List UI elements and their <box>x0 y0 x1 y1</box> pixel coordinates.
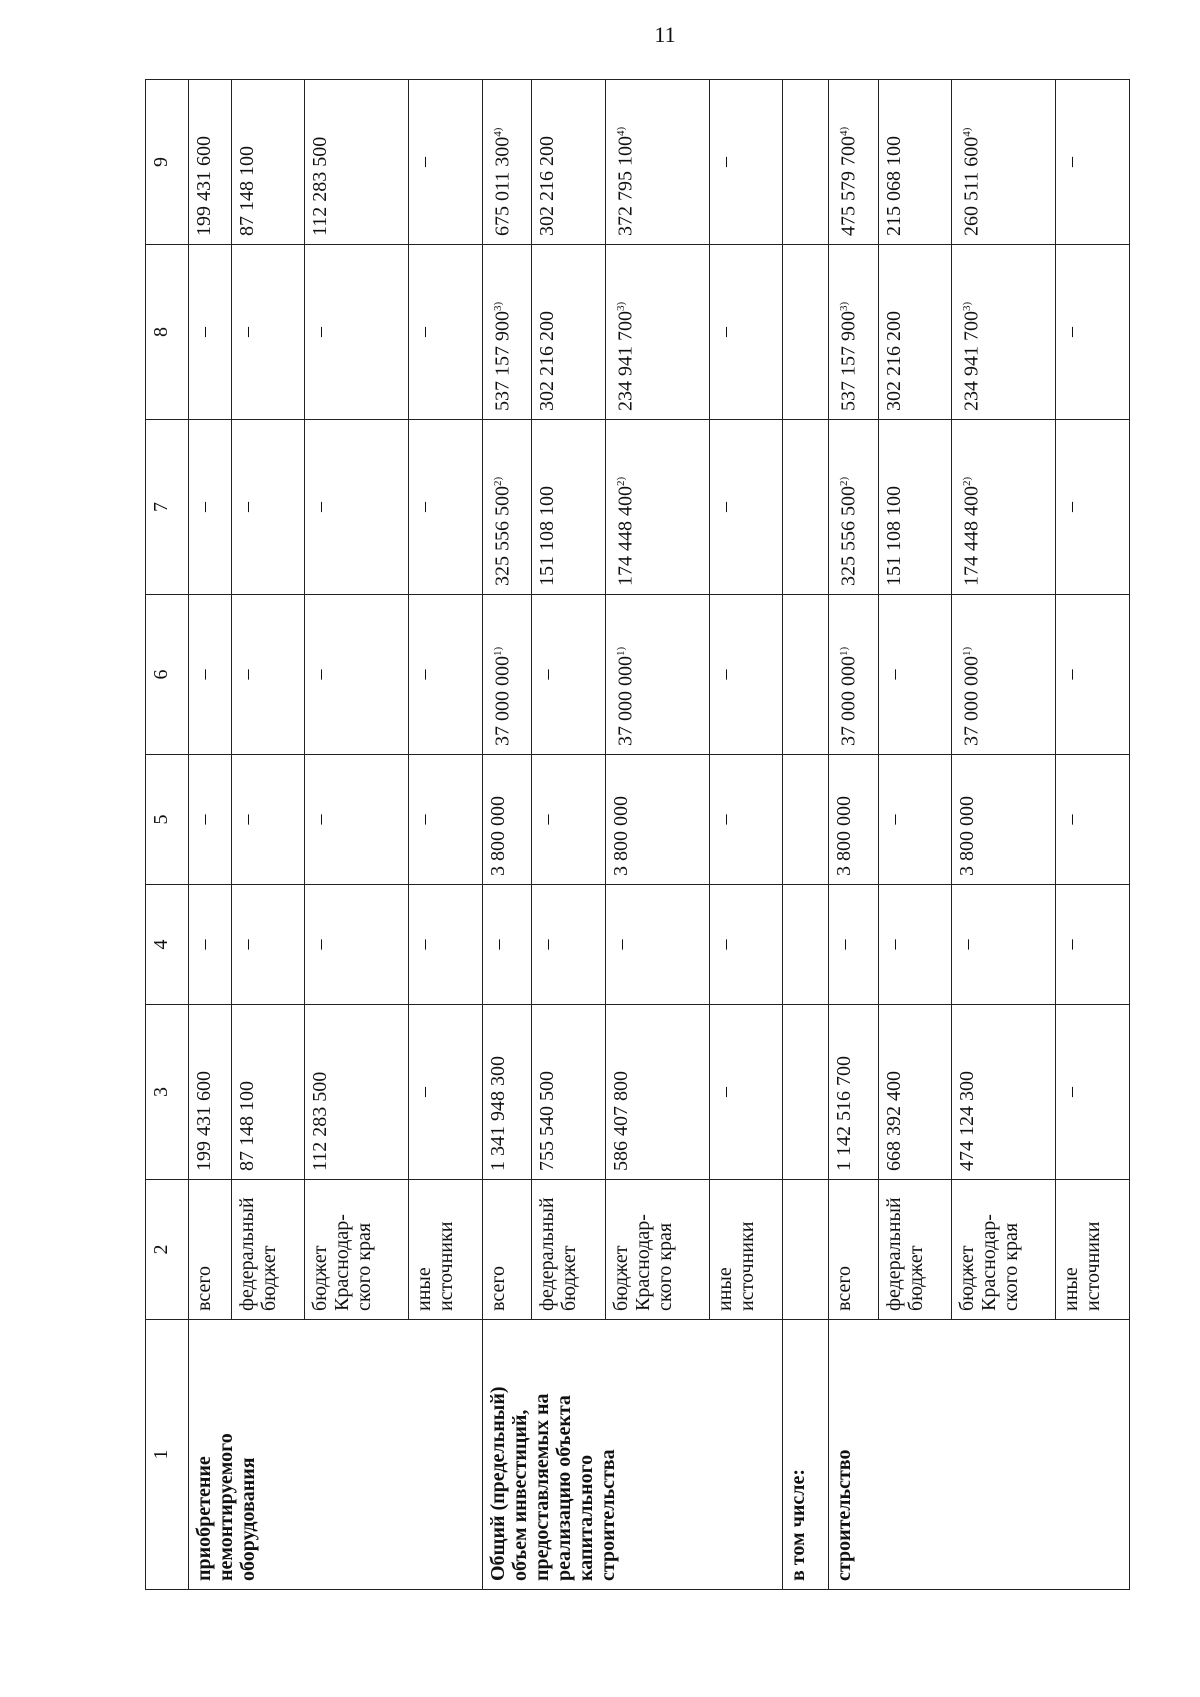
funding-source: федеральный бюджет <box>532 1180 606 1320</box>
amount-cell: – <box>709 755 783 885</box>
amount-cell: – <box>188 420 231 595</box>
funding-source: всего <box>482 1180 531 1320</box>
section-label: в том числе: <box>783 1320 829 1590</box>
amount-cell: – <box>709 1005 783 1180</box>
amount-cell: 325 556 500$^{2)}$ <box>829 420 878 595</box>
amount-cell: – <box>231 420 305 595</box>
amount-cell: 537 157 900$^{3)}$ <box>829 245 878 420</box>
amount-cell: 302 216 200 <box>532 80 606 245</box>
amount-cell: – <box>709 420 783 595</box>
funding-source: иные источники <box>1056 1180 1130 1320</box>
amount-cell: – <box>952 885 1056 1005</box>
funding-source: иные источники <box>709 1180 783 1320</box>
financing-table <box>145 79 1130 1590</box>
funding-source: всего <box>829 1180 878 1320</box>
amount-cell: – <box>188 755 231 885</box>
amount-cell: 37 000 000$^{1)}$ <box>829 595 878 755</box>
amount-cell: 1 341 948 300 <box>482 1005 531 1180</box>
header-cell: 6 <box>146 595 189 755</box>
footnote-mark: 2) <box>491 476 504 486</box>
amount-cell: – <box>709 595 783 755</box>
amount-cell: – <box>305 245 409 420</box>
row-group-name: строительство <box>829 1320 1130 1590</box>
amount-cell: – <box>409 885 483 1005</box>
amount-cell: – <box>409 420 483 595</box>
footnote-mark: 3) <box>961 301 974 311</box>
empty-cell <box>783 245 829 420</box>
funding-source: федеральный бюджет <box>878 1180 952 1320</box>
header-cell: 7 <box>146 420 189 595</box>
footnote-mark: 3) <box>491 301 504 311</box>
amount-cell: – <box>305 595 409 755</box>
table-row <box>829 80 878 1590</box>
amount-cell: 87 148 100 <box>231 80 305 245</box>
table-row <box>482 80 531 1590</box>
amount-cell: – <box>188 245 231 420</box>
amount-cell: 234 941 700$^{3)}$ <box>952 245 1056 420</box>
empty-cell <box>783 885 829 1005</box>
header-cell: 9 <box>146 80 189 245</box>
table-row <box>188 80 231 1590</box>
amount-cell: – <box>231 595 305 755</box>
amount-cell: 475 579 700$^{4)}$ <box>829 80 878 245</box>
amount-cell: – <box>878 885 952 1005</box>
amount-cell: 151 108 100 <box>878 420 952 595</box>
empty-cell <box>783 755 829 885</box>
funding-source: бюджет Краснодар-ского края <box>605 1180 709 1320</box>
footnote-mark: 2) <box>614 476 627 486</box>
amount-cell: 199 431 600 <box>188 1005 231 1180</box>
footnote-mark: 4) <box>614 126 627 136</box>
amount-cell: 586 407 800 <box>605 1005 709 1180</box>
rotated-table-stage <box>145 80 1130 1590</box>
amount-cell: 3 800 000 <box>482 755 531 885</box>
amount-cell: 325 556 500$^{2)}$ <box>482 420 531 595</box>
amount-cell: 234 941 700$^{3)}$ <box>605 245 709 420</box>
amount-cell: – <box>1056 755 1130 885</box>
amount-cell: 3 800 000 <box>952 755 1056 885</box>
amount-cell: – <box>231 755 305 885</box>
section-label-row <box>783 80 829 1590</box>
amount-cell: 755 540 500 <box>532 1005 606 1180</box>
footnote-mark: 3) <box>838 301 851 311</box>
amount-cell: 151 108 100 <box>532 420 606 595</box>
header-cell: 4 <box>146 885 189 1005</box>
amount-cell: – <box>188 885 231 1005</box>
amount-cell: 1 142 516 700 <box>829 1005 878 1180</box>
amount-cell: – <box>482 885 531 1005</box>
amount-cell: – <box>878 595 952 755</box>
footnote-mark: 3) <box>614 301 627 311</box>
footnote-mark: 1) <box>491 646 504 656</box>
row-group-name: Общий (предельный) объем инвестиций, предоставляемых на реализацию объекта капитального строительства <box>482 1320 782 1590</box>
amount-cell: – <box>1056 885 1130 1005</box>
amount-cell: 3 800 000 <box>829 755 878 885</box>
header-cell: 5 <box>146 755 189 885</box>
empty-cell <box>783 420 829 595</box>
amount-cell: – <box>1056 420 1130 595</box>
amount-cell: – <box>409 755 483 885</box>
amount-cell: – <box>188 595 231 755</box>
amount-cell: 260 511 600$^{4)}$ <box>952 80 1056 245</box>
row-group-name: приобретение немонтируемого оборудования <box>188 1320 482 1590</box>
amount-cell: 537 157 900$^{3)}$ <box>482 245 531 420</box>
amount-cell: 668 392 400 <box>878 1005 952 1180</box>
amount-cell: – <box>305 885 409 1005</box>
amount-cell: 112 283 500 <box>305 80 409 245</box>
page-number: 11 <box>654 22 676 47</box>
amount-cell: 302 216 200 <box>878 245 952 420</box>
amount-cell: – <box>409 245 483 420</box>
amount-cell: – <box>878 755 952 885</box>
amount-cell: – <box>231 885 305 1005</box>
amount-cell: 215 068 100 <box>878 80 952 245</box>
amount-cell: 3 800 000 <box>605 755 709 885</box>
amount-cell: 474 124 300 <box>952 1005 1056 1180</box>
amount-cell: – <box>409 1005 483 1180</box>
amount-cell: – <box>532 885 606 1005</box>
amount-cell: – <box>305 420 409 595</box>
empty-cell <box>783 595 829 755</box>
amount-cell: – <box>829 885 878 1005</box>
amount-cell: 372 795 100$^{4)}$ <box>605 80 709 245</box>
amount-cell: – <box>709 885 783 1005</box>
amount-cell: 37 000 000$^{1)}$ <box>952 595 1056 755</box>
header-cell: 1 <box>146 1320 189 1590</box>
amount-cell: – <box>1056 245 1130 420</box>
header-cell: 3 <box>146 1005 189 1180</box>
amount-cell: 37 000 000$^{1)}$ <box>605 595 709 755</box>
header-row <box>146 80 189 1590</box>
amount-cell: – <box>532 755 606 885</box>
amount-cell: – <box>1056 1005 1130 1180</box>
footnote-mark: 1) <box>961 646 974 656</box>
amount-cell: – <box>709 245 783 420</box>
funding-source: бюджет Краснодар-ского края <box>305 1180 409 1320</box>
empty-cell <box>783 80 829 245</box>
footnote-mark: 4) <box>838 126 851 136</box>
amount-cell: – <box>532 595 606 755</box>
amount-cell: 174 448 400$^{2)}$ <box>605 420 709 595</box>
footnote-mark: 4) <box>961 127 974 137</box>
amount-cell: 174 448 400$^{2)}$ <box>952 420 1056 595</box>
amount-cell: – <box>1056 595 1130 755</box>
footnote-mark: 1) <box>614 646 627 656</box>
footnote-mark: 4) <box>491 127 504 137</box>
amount-cell: 112 283 500 <box>305 1005 409 1180</box>
funding-source: бюджет Краснодар-ского края <box>952 1180 1056 1320</box>
amount-cell: 199 431 600 <box>188 80 231 245</box>
amount-cell: – <box>231 245 305 420</box>
funding-source: всего <box>188 1180 231 1320</box>
funding-source: иные источники <box>409 1180 483 1320</box>
amount-cell: – <box>1056 80 1130 245</box>
header-cell: 2 <box>146 1180 189 1320</box>
amount-cell: – <box>305 755 409 885</box>
funding-source: федеральный бюджет <box>231 1180 305 1320</box>
amount-cell: – <box>709 80 783 245</box>
header-cell: 8 <box>146 245 189 420</box>
amount-cell: 675 011 300$^{4)}$ <box>482 80 531 245</box>
footnote-mark: 1) <box>838 646 851 656</box>
footnote-mark: 2) <box>838 476 851 486</box>
amount-cell: – <box>409 595 483 755</box>
empty-cell <box>783 1005 829 1180</box>
amount-cell: 37 000 000$^{1)}$ <box>482 595 531 755</box>
amount-cell: – <box>409 80 483 245</box>
empty-cell <box>783 1180 829 1320</box>
amount-cell: – <box>605 885 709 1005</box>
amount-cell: 87 148 100 <box>231 1005 305 1180</box>
amount-cell: 302 216 200 <box>532 245 606 420</box>
footnote-mark: 2) <box>961 476 974 486</box>
